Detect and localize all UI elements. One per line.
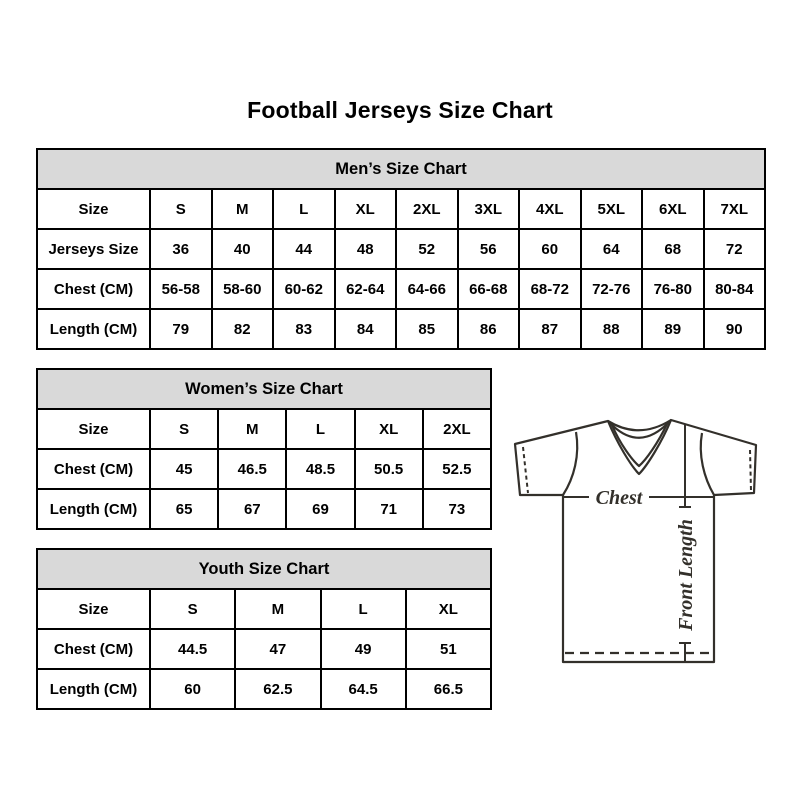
value-cell: 50.5 [355, 449, 423, 489]
value-cell: 67 [218, 489, 286, 529]
value-cell: 48 [335, 229, 397, 269]
mens-table-title: Men’s Size Chart [37, 149, 765, 189]
mens-row [37, 269, 765, 309]
value-cell: 80-84 [704, 269, 766, 309]
value-cell: 40 [212, 229, 274, 269]
right-armhole-seam [701, 433, 714, 495]
womens-row [37, 409, 491, 449]
value-cell: 64 [581, 229, 643, 269]
value-cell: 64.5 [321, 669, 406, 709]
value-cell: 58-60 [212, 269, 274, 309]
value-cell: 62-64 [335, 269, 397, 309]
value-cell: 72-76 [581, 269, 643, 309]
value-cell: 62.5 [235, 669, 320, 709]
value-cell: 79 [150, 309, 212, 349]
value-cell: 86 [458, 309, 520, 349]
value-cell: 66-68 [458, 269, 520, 309]
value-cell: M [235, 589, 320, 629]
value-cell: 76-80 [642, 269, 704, 309]
value-cell: 68 [642, 229, 704, 269]
womens-table-title: Women’s Size Chart [37, 369, 491, 409]
mens-size-table [36, 148, 766, 350]
value-cell: 2XL [396, 189, 458, 229]
value-cell: 72 [704, 229, 766, 269]
value-cell: 60 [519, 229, 581, 269]
value-cell: 90 [704, 309, 766, 349]
value-cell: M [212, 189, 274, 229]
value-cell: 3XL [458, 189, 520, 229]
row-label-cell: Chest (CM) [37, 629, 150, 669]
value-cell: 56-58 [150, 269, 212, 309]
value-cell: 69 [286, 489, 354, 529]
value-cell: S [150, 589, 235, 629]
chest-label: Chest [595, 487, 643, 509]
value-cell: 60 [150, 669, 235, 709]
left-cuff-dashed-line [523, 447, 528, 493]
row-label-cell: Size [37, 409, 150, 449]
youth-row [37, 629, 491, 669]
value-cell: 71 [355, 489, 423, 529]
value-cell: L [321, 589, 406, 629]
value-cell: L [286, 409, 354, 449]
value-cell: 45 [150, 449, 218, 489]
value-cell: 51 [406, 629, 491, 669]
value-cell: S [150, 189, 212, 229]
value-cell: XL [355, 409, 423, 449]
value-cell: 73 [423, 489, 491, 529]
row-label-cell: Jerseys Size [37, 229, 150, 269]
youth-row [37, 669, 491, 709]
front-length-label: Front Length [675, 519, 697, 631]
value-cell: 66.5 [406, 669, 491, 709]
mens-row [37, 229, 765, 269]
row-label-cell: Chest (CM) [37, 269, 150, 309]
value-cell: 60-62 [273, 269, 335, 309]
value-cell: 46.5 [218, 449, 286, 489]
value-cell: 84 [335, 309, 397, 349]
value-cell: M [218, 409, 286, 449]
jersey-outline-shape [515, 420, 756, 662]
value-cell: 64-66 [396, 269, 458, 309]
value-cell: 44.5 [150, 629, 235, 669]
value-cell: 44 [273, 229, 335, 269]
value-cell: 68-72 [519, 269, 581, 309]
row-label-cell: Length (CM) [37, 309, 150, 349]
value-cell: 87 [519, 309, 581, 349]
womens-title-row [37, 369, 491, 409]
womens-row [37, 489, 491, 529]
value-cell: 65 [150, 489, 218, 529]
value-cell: 4XL [519, 189, 581, 229]
value-cell: 6XL [642, 189, 704, 229]
value-cell: 85 [396, 309, 458, 349]
youth-table-title: Youth Size Chart [37, 549, 491, 589]
youth-size-table [36, 548, 492, 710]
mens-title-row [37, 149, 765, 189]
value-cell: XL [335, 189, 397, 229]
youth-row [37, 589, 491, 629]
page-title: Football Jerseys Size Chart [247, 97, 553, 123]
womens-size-table [36, 368, 492, 530]
row-label-cell: Length (CM) [37, 669, 150, 709]
value-cell: XL [406, 589, 491, 629]
value-cell: 89 [642, 309, 704, 349]
row-label-cell: Size [37, 189, 150, 229]
value-cell: 49 [321, 629, 406, 669]
value-cell: 36 [150, 229, 212, 269]
row-label-cell: Length (CM) [37, 489, 150, 529]
left-armhole-seam [563, 432, 577, 495]
value-cell: 47 [235, 629, 320, 669]
value-cell: 56 [458, 229, 520, 269]
right-cuff-dashed-line [750, 450, 751, 491]
row-label-cell: Size [37, 589, 150, 629]
youth-title-row [37, 549, 491, 589]
jersey-measurement-diagram [505, 400, 775, 672]
value-cell: 7XL [704, 189, 766, 229]
value-cell: 83 [273, 309, 335, 349]
value-cell: 88 [581, 309, 643, 349]
value-cell: L [273, 189, 335, 229]
value-cell: S [150, 409, 218, 449]
value-cell: 52.5 [423, 449, 491, 489]
row-label-cell: Chest (CM) [37, 449, 150, 489]
value-cell: 52 [396, 229, 458, 269]
womens-row [37, 449, 491, 489]
value-cell: 5XL [581, 189, 643, 229]
mens-row [37, 189, 765, 229]
value-cell: 2XL [423, 409, 491, 449]
mens-row [37, 309, 765, 349]
value-cell: 48.5 [286, 449, 354, 489]
value-cell: 82 [212, 309, 274, 349]
